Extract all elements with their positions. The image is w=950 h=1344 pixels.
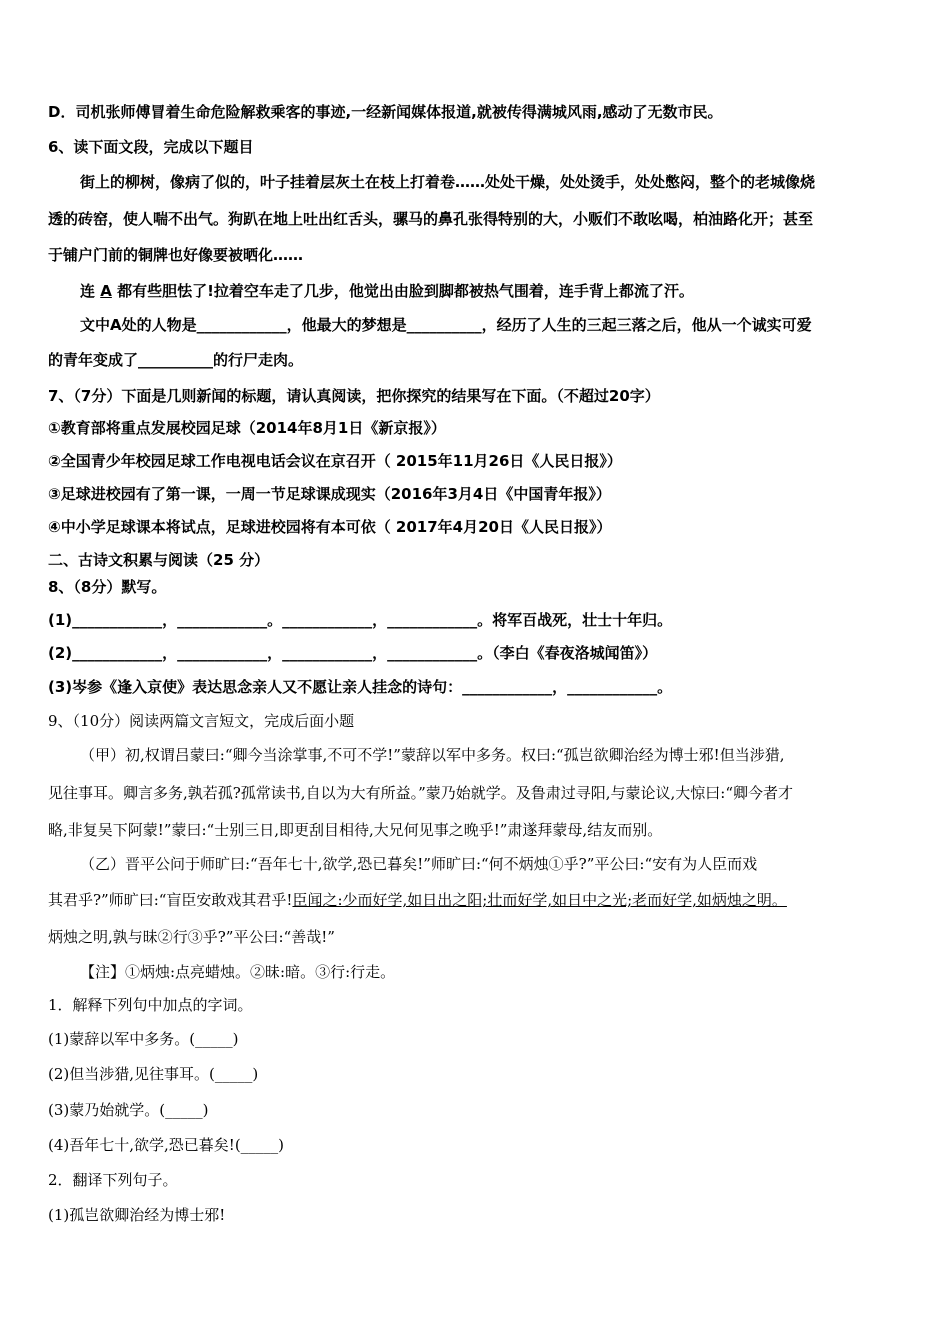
subquestion-item: (1)蒙辞以军中多务。(_____)	[48, 1030, 239, 1048]
option-text: 司机张师傅冒着生命危险解救乘客的事迹,一经新闻媒体报道,就被传得满城风雨,感动了无数市民。	[75, 103, 723, 121]
text-fragment: 其君乎?”师旷曰:“盲臣安敢戏其君乎!	[48, 891, 293, 909]
dictation-line: (2)____________，____________，____________，____________。（李白《春夜洛城闻笛》）	[48, 644, 658, 662]
question-7-title: 7、（7分）下面是几则新闻的标题，请认真阅读，把你探究的结果写在下面。（不超过20字）	[48, 387, 660, 405]
subquestion-2-title: 2．翻译下列句子。	[48, 1171, 178, 1189]
marker-a: A	[100, 282, 112, 300]
fill-blank-line: 的青年变成了__________的行尸走肉。	[48, 351, 304, 369]
question-6-title: 6、读下面文段，完成以下题目	[48, 138, 254, 156]
dictation-line: (1)____________，____________。____________，____________。将军百战死，壮士十年归。	[48, 611, 673, 629]
underlined-sentence: 臣闻之:少而好学,如日出之阳;壮而好学,如日中之光;老而好学,如炳烛之明。	[292, 891, 787, 909]
subquestion-item: (4)吾年七十,欲学,恐已暮矣!(_____)	[48, 1136, 285, 1154]
question-9-title: 9、（10分）阅读两篇文言短文，完成后面小题	[48, 712, 355, 730]
passage-paragraph	[80, 281, 900, 301]
subquestion-1-title: 1．解释下列句中加点的字词。	[48, 996, 253, 1014]
news-headline: ②全国青少年校园足球工作电视电话会议在京召开（ 2015年11月26日《人民日报》）	[48, 452, 622, 470]
question-8-title: 8、（8分）默写。	[48, 578, 167, 596]
news-headline: ③足球进校园有了第一课，一周一节足球课成现实（2016年3月4日《中国青年报》）	[48, 485, 611, 503]
text-fragment: 连	[80, 282, 101, 300]
classical-text-a: （甲）初,权谓吕蒙曰:“卿今当涂掌事,不可不学!”蒙辞以军中多务。权曰:“孤岂欲卿治经为博士邪!但当涉猎,	[80, 746, 785, 764]
news-headline: ①教育部将重点发展校园足球（2014年8月1日《新京报》）	[48, 419, 446, 437]
subquestion-item: (2)但当涉猎,见往事耳。(_____)	[48, 1065, 259, 1083]
section-heading: 二、古诗文积累与阅读（25 分）	[48, 551, 270, 569]
news-headline: ④中小学足球课本将试点，足球进校园将有本可依（ 2017年4月20日《人民日报》）	[48, 518, 612, 536]
classical-text-a: 略,非复吴下阿蒙!”蒙曰:“士别三日,即更刮目相待,大兄何见事之晚乎!”肃遂拜蒙母,结友而别。	[48, 821, 663, 839]
text-fragment: 都有些胆怯了!拉着空车走了几步，他觉出由脸到脚都被热气围着，连手背上都流了汗。	[111, 282, 694, 300]
option-label: D．	[48, 103, 76, 121]
classical-text-b: （乙）晋平公问于师旷曰:“吾年七十,欲学,恐已暮矣!”师旷曰:“何不炳烛①乎?”平公曰:“安有为人臣而戏	[80, 855, 758, 873]
classical-text-b	[48, 890, 900, 910]
classical-text-b: 炳烛之明,孰与昧②行③乎?”平公曰:“善哉!”	[48, 928, 335, 946]
question-5-option-d	[48, 102, 900, 122]
classical-text-a: 见往事耳。卿言多务,孰若孤?孤常读书,自以为大有所益。”蒙乃始就学。及鲁肃过寻阳,与蒙论议,大惊曰:“卿今者才	[48, 784, 794, 802]
passage-paragraph: 透的砖窑，使人喘不出气。狗趴在地上吐出红舌头，骡马的鼻孔张得特别的大，小贩们不敢吆喝，柏油路化开；甚至	[48, 210, 814, 228]
passage-paragraph: 于铺户门前的铜牌也好像要被晒化……	[48, 246, 304, 264]
annotation-note: 【注】①炳烛:点亮蜡烛。②昧:暗。③行:行走。	[80, 963, 396, 981]
subquestion-item: (3)蒙乃始就学。(_____)	[48, 1101, 209, 1119]
dictation-line: (3)岑参《逢入京使》表达思念亲人又不愿让亲人挂念的诗句：____________，____________。	[48, 678, 673, 696]
fill-blank-line: 文中A处的人物是____________，他最大的梦想是__________，经历了人生的三起三落之后，他从一个诚实可爱	[80, 316, 812, 334]
subquestion-item: (1)孤岂欲卿治经为博士邪!	[48, 1206, 226, 1224]
passage-paragraph: 街上的柳树，像病了似的，叶子挂着层灰土在枝上打着卷……处处干燥，处处烫手，处处憋闷，整个的老城像烧	[80, 173, 816, 191]
